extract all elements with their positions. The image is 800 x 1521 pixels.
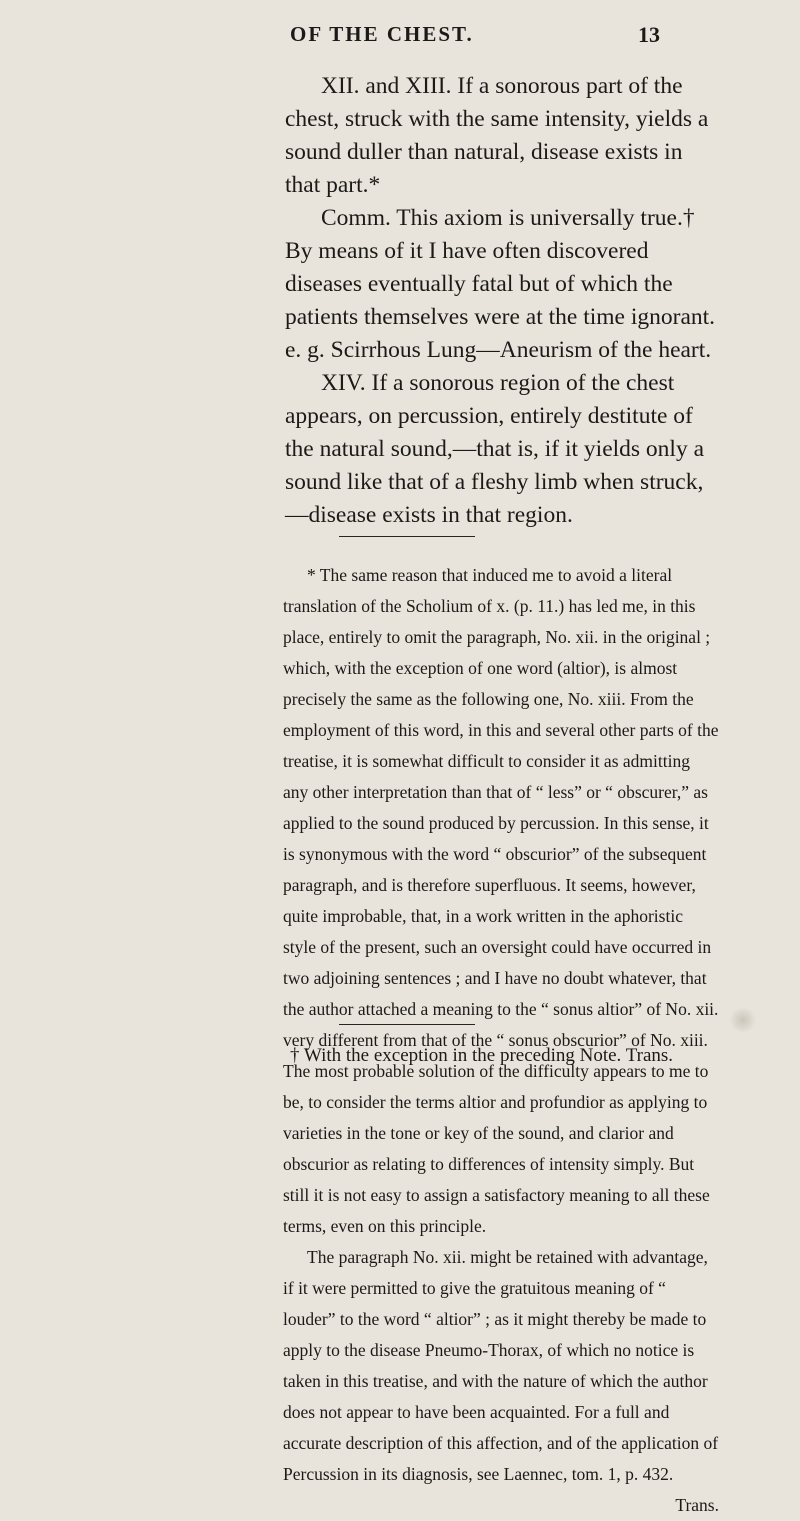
footnote-rule — [339, 1024, 475, 1025]
running-title: OF THE CHEST. — [290, 22, 474, 46]
footnote-paragraph: * The same reason that induced me to avoid a literal translation of the Scholium of x. (p. 11.) has led me, in this place, entirely to omit the paragraph, No. xii. in the original ; which, with the exception of one word (altior), is almost precisely the same as the following one, No. xiii. From the employment of this word, in this and several other parts of the treatise, it is somewhat difficult to consider it as admitting any other interpretation than that of “ less” or “ obscurer,” as applied to the sound produced by percussion. In this sense, it is synonymous with the word “ obscurior” of the subsequent paragraph, and is therefore superfluous. It seems, however, quite improbable, that, in a work written in the aphoristic style of the present, such an oversight could have occurred in two adjoining sentences ; and I have no doubt whatever, that the author attached a meaning to the “ sonus altior” of No. xii. very different from that of the “ sonus obscurior” of No. xiii. The most probable solution of the difficulty appears to me to be, to consider the terms altior and profundior as applying to varieties in the tone or key of the sound, and clarior and obscurior as relating to differences of intensity simply. But still it is not easy to assign a satisfactory meaning to all these terms, even on this principle. — [283, 565, 719, 1236]
page-header — [0, 22, 800, 52]
commentary: Comm. This axiom is universally true.† By means of it I have often discovered diseases eventually fatal but of which the patients themselves were at the time ignorant. e. g. Scirrhous Lung—Aneurism of the heart. — [285, 205, 716, 363]
page-number: 13 — [638, 22, 660, 47]
footnote-dagger: † With the exception in the preceding Note. Trans. — [290, 1045, 674, 1066]
footnote-rule — [339, 536, 475, 537]
footnote-translator — [283, 560, 719, 1521]
ink-blot — [728, 1008, 758, 1032]
footnote-paragraph: The paragraph No. xii. might be retained with advantage, if it were permitted to give the gratuitous meaning of “ louder” to the word “ altior” ; as it might thereby be made to apply to the disease Pneumo-Thorax, of which no notice is taken in this treatise, and with the nature of which the author does not appear to have been acquainted. For a full and accurate description of this affection, and of the application of Percussion in its diagnosis, see Laennec, tom. 1, p. 432. — [283, 1247, 719, 1484]
translator-signature: Trans. — [675, 1495, 719, 1515]
aphorism-xii-xiii: XII. and XIII. If a sonorous part of the chest, struck with the same intensity, yields a sound duller than natural, disease exists in that part.* — [285, 73, 709, 198]
aphorism-xiv: XIV. If a sonorous region of the chest appears, on percussion, entirely destitute of the natural sound,—that is, if it yields only a sound like that of a fleshy limb when struck,—disease exists in that region. — [285, 370, 705, 528]
main-text — [285, 70, 717, 532]
